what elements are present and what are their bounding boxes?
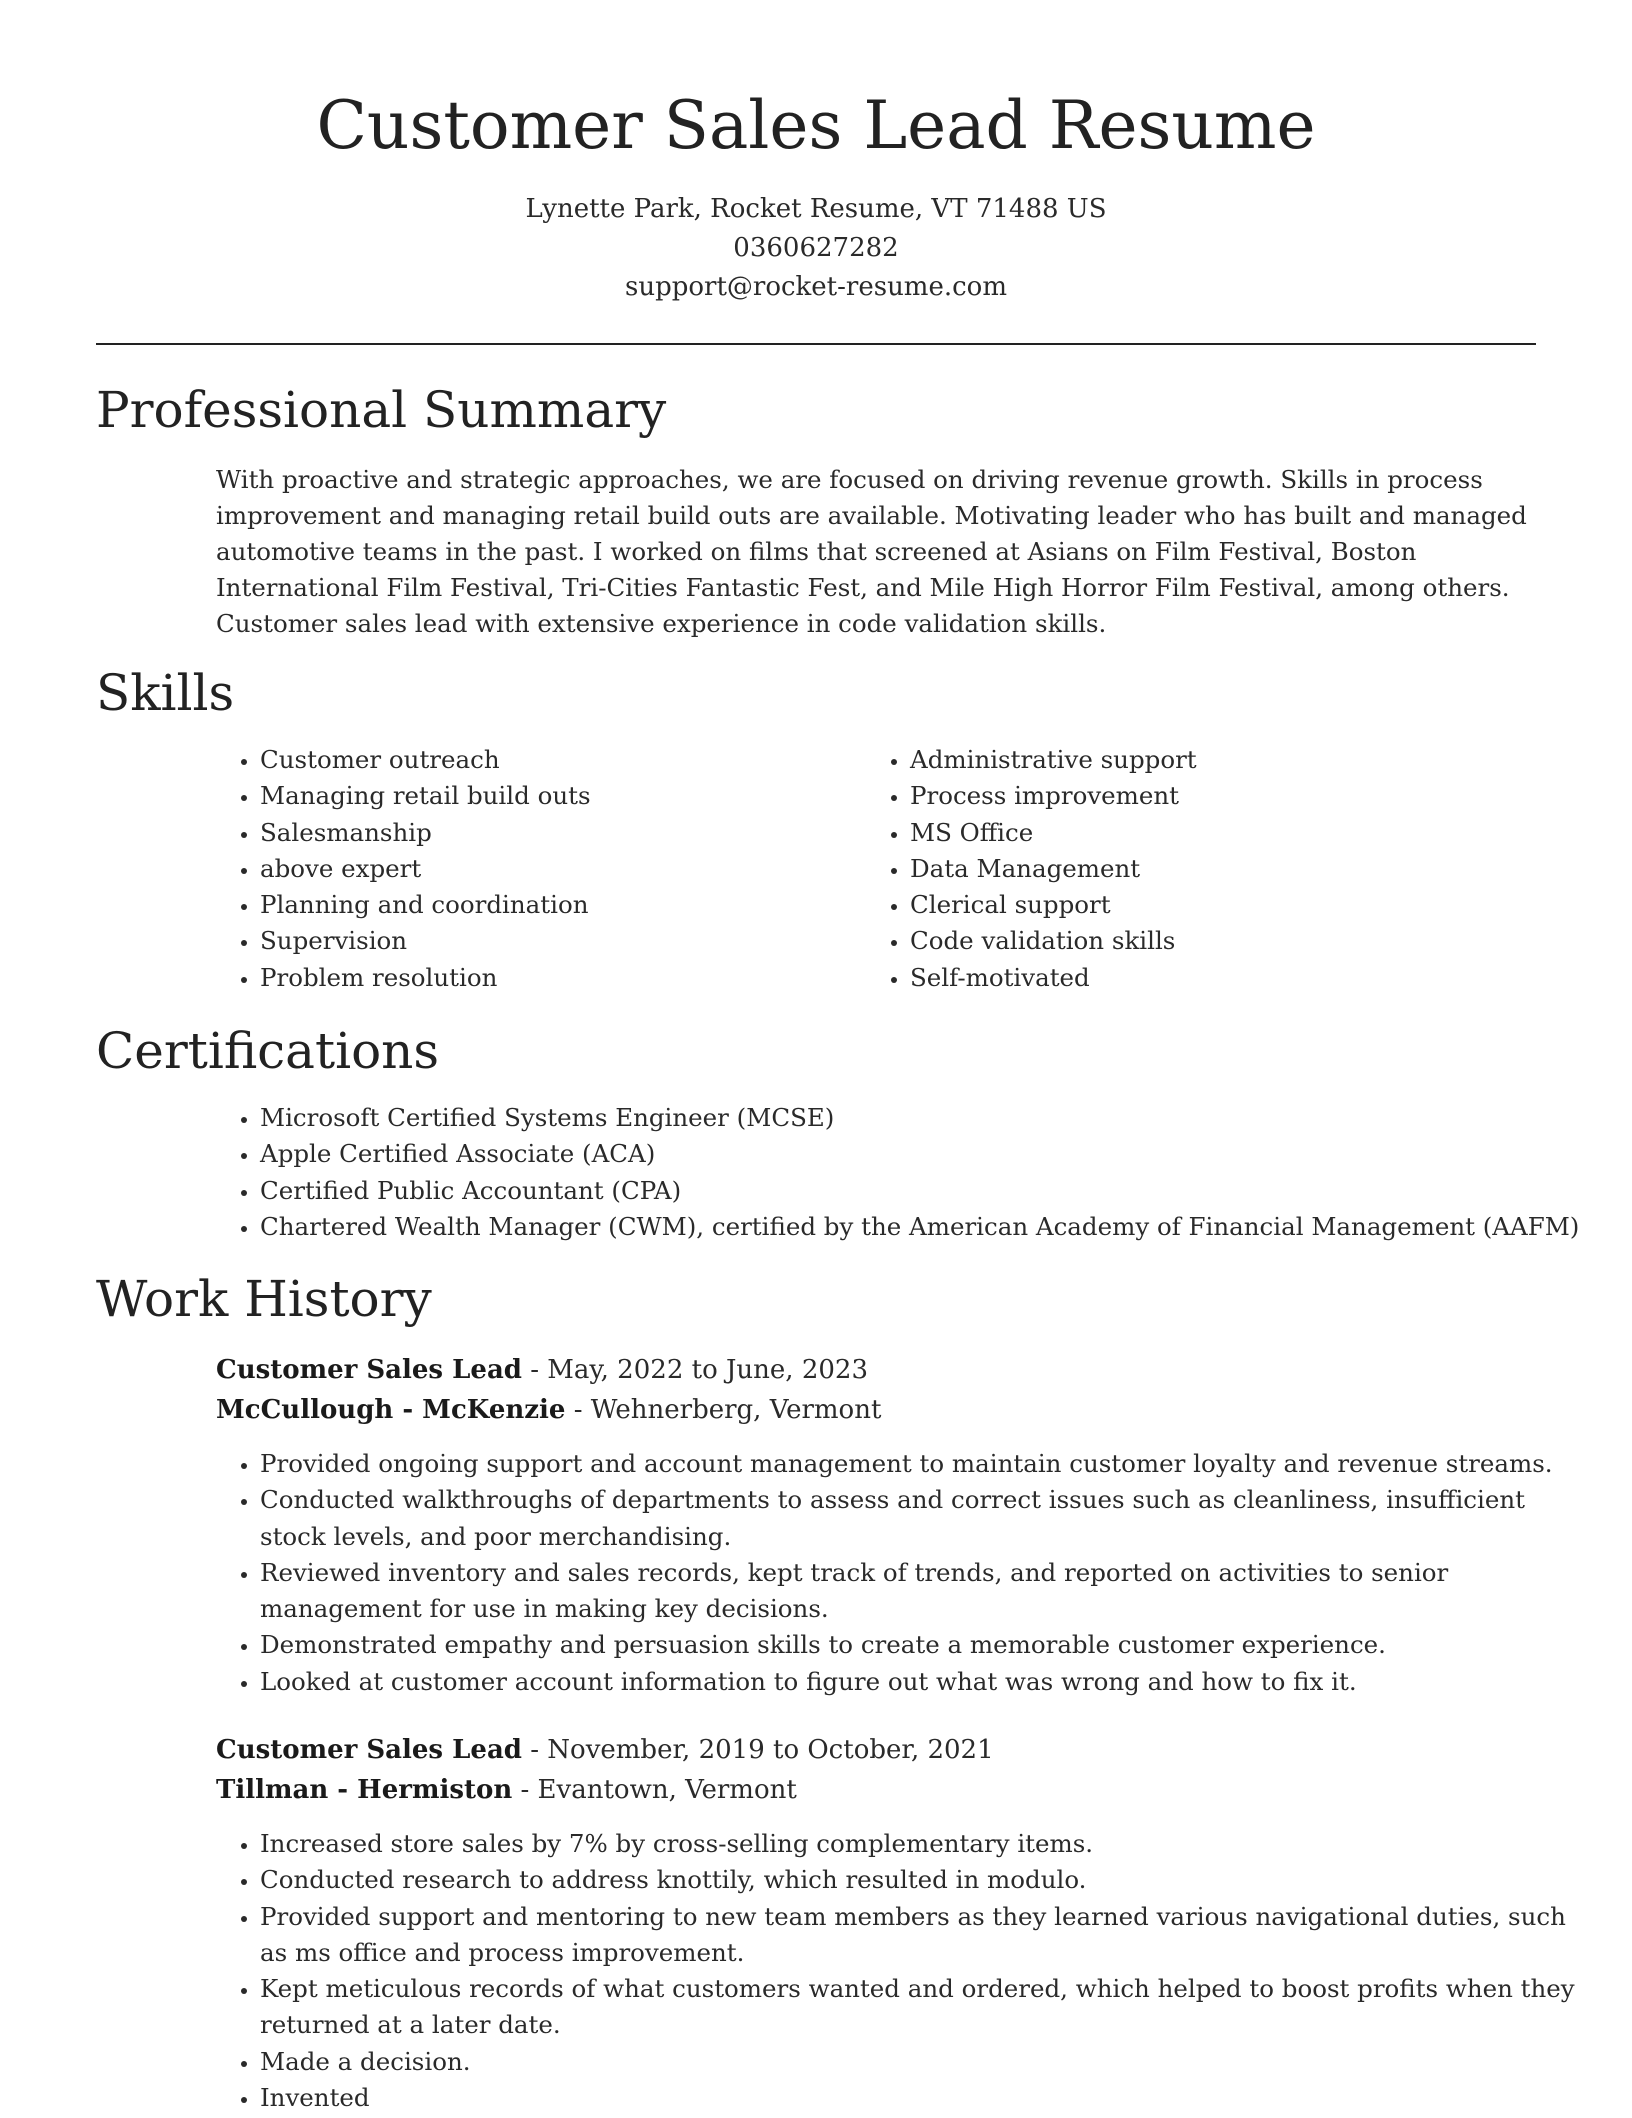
job-duty-item: • Provided support and mentoring to new team members as they learned various navigational duties, such as ms office and process improvement.	[260, 1899, 1580, 1972]
job-company: McCullough - McKenzie	[216, 1395, 566, 1425]
job-duty-item: • Provided ongoing support and account management to maintain customer loyalty and revenue streams.	[260, 1446, 1580, 1482]
skill-item: • Problem resolution	[260, 960, 820, 996]
job-duty-item: • Conducted research to address knottily, which resulted in modulo.	[260, 1862, 1580, 1898]
skills-list-left	[216, 742, 820, 996]
skill-item: • Managing retail build outs	[260, 778, 820, 814]
job-title: Customer Sales Lead	[216, 1735, 522, 1765]
certification-item: • Microsoft Certified Systems Engineer (MCSE)	[260, 1100, 1580, 1136]
job-duty-item: • Conducted walkthroughs of departments to assess and correct issues such as cleanliness, insufficient stock levels, and poor merchandising.	[260, 1482, 1580, 1555]
summary-text: With proactive and strategic approaches, we are focused on driving revenue growth. Skills in process improvement and managing retail build outs are available. Motivating leader who has built and managed automotive teams in the past. I worked on films that screened at Asians on Film Festival, Boston International Film Festival, Tri-Cities Fantastic Fest, and Mile High Horror Film Festival, among others. Customer sales lead with extensive experience in code validation skills.	[216, 465, 1527, 638]
job-duty-item: • Increased store sales by 7% by cross-selling complementary items.	[260, 1826, 1580, 1862]
skill-item: • Planning and coordination	[260, 887, 820, 923]
contact-email: support@rocket-resume.com	[624, 272, 1007, 302]
job-duty-item: • Looked at customer account information to figure out what was wrong and how to fix it.	[260, 1664, 1580, 1700]
skill-item: • Customer outreach	[260, 742, 820, 778]
job-duties-list	[216, 1446, 1580, 1700]
skill-item: • MS Office	[910, 815, 1470, 851]
job-title: Customer Sales Lead	[216, 1355, 522, 1385]
job-company-line	[216, 1390, 881, 1430]
skill-item: • Process improvement	[910, 778, 1470, 814]
job-duties-list	[216, 1826, 1580, 2116]
skill-item: • Data Management	[910, 851, 1470, 887]
job-duty-item: • Reviewed inventory and sales records, kept track of trends, and reported on activities to senior management for use in making key decisions.	[260, 1555, 1580, 1628]
contact-block	[0, 190, 1632, 307]
skill-item: • Clerical support	[910, 887, 1470, 923]
skill-item: • Salesmanship	[260, 815, 820, 851]
job-location: - Evantown, Vermont	[512, 1775, 797, 1805]
certification-item: • Chartered Wealth Manager (CWM), certified by the American Academy of Financial Management (AAFM)	[260, 1209, 1580, 1245]
job-duty-item: • Demonstrated empathy and persuasion skills to create a memorable customer experience.	[260, 1627, 1580, 1663]
job-duty-item: • Invented	[260, 2080, 1580, 2116]
header-divider	[96, 343, 1536, 345]
skills-heading: Skills	[96, 664, 235, 722]
document-title: Customer Sales Lead Resume	[316, 87, 1316, 164]
skill-item: • above expert	[260, 851, 820, 887]
job-dates: - November, 2019 to October, 2021	[521, 1735, 994, 1765]
job-company-line	[216, 1770, 797, 1810]
job-duty-item: • Made a decision.	[260, 2044, 1580, 2080]
job-location: - Wehnerberg, Vermont	[565, 1395, 882, 1425]
work-history-heading: Work History	[96, 1270, 432, 1328]
certifications-list	[216, 1100, 1580, 1245]
job-title-line	[216, 1350, 868, 1390]
certifications-heading: Certifications	[96, 1022, 440, 1080]
skill-item: • Administrative support	[910, 742, 1470, 778]
contact-phone: 0360627282	[733, 233, 899, 263]
job-company: Tillman - Hermiston	[216, 1775, 513, 1805]
certification-item: • Apple Certified Associate (ACA)	[260, 1136, 1580, 1172]
skill-item: • Self-motivated	[910, 960, 1470, 996]
skills-list-right	[866, 742, 1470, 996]
skill-item: • Supervision	[260, 923, 820, 959]
job-title-line	[216, 1730, 994, 1770]
job-duty-item: • Kept meticulous records of what customers wanted and ordered, which helped to boost profits when they returned at a later date.	[260, 1971, 1580, 2044]
skill-item: • Code validation skills	[910, 923, 1470, 959]
job-dates: - May, 2022 to June, 2023	[521, 1355, 868, 1385]
contact-address: Lynette Park, Rocket Resume, VT 71488 US	[525, 194, 1107, 224]
certification-item: • Certified Public Accountant (CPA)	[260, 1173, 1580, 1209]
summary-heading: Professional Summary	[96, 381, 667, 439]
